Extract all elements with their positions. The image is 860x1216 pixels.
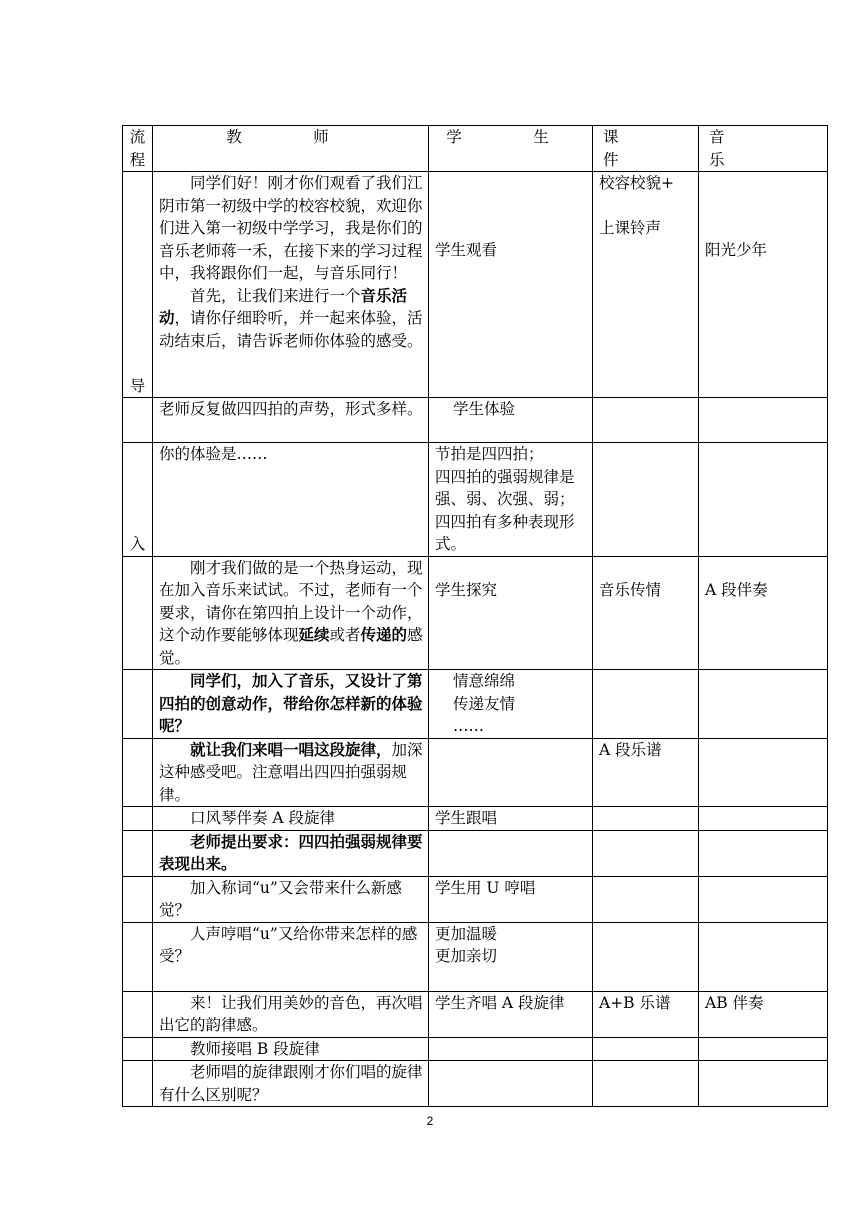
teacher-cell: 老师提出要求：四四拍强弱规律要表现出来。	[153, 830, 429, 876]
student-cell: 节拍是四四拍； 四四拍的强弱规律是强、弱、次强、弱； 四四拍有多种表现形式。	[429, 443, 593, 557]
student-cell: 学生观看	[429, 172, 593, 398]
table-row	[123, 830, 828, 876]
teacher-cell: 同学们好！刚才你们观看了我们江阴市第一初级中学的校容校貌，欢迎你们进入第一初级中学学习，我是你们的音乐老师蒋一禾，在接下来的学习过程中，我将跟你们一起，与音乐同行！ 首先，让我们来进行一个音乐活动，请你仔细聆听，并一起来体验，活动结束后，请告诉老师你体验的感受。	[153, 172, 429, 398]
courseware-cell: 音乐传情	[593, 556, 699, 670]
teacher-cell: 同学们，加入了音乐，又设计了第四拍的创意动作，带给你怎样新的体验呢？	[153, 670, 429, 739]
student-cell: 学生用 U 哼唱	[429, 876, 593, 922]
teacher-cell: 你的体验是……	[153, 443, 429, 557]
page-number: 2	[426, 1114, 434, 1128]
table-row	[123, 172, 828, 398]
teacher-cell: 老师反复做四四拍的声势，形式多样。	[153, 398, 429, 443]
table-row	[123, 1037, 828, 1061]
table-row	[123, 991, 828, 1037]
teacher-cell: 来！让我们用美妙的音色，再次唱出它的韵律感。	[153, 991, 429, 1037]
student-cell: 学生齐唱 A 段旋律	[429, 991, 593, 1037]
teacher-cell: 加入称词“u”又会带来什么新感觉？	[153, 876, 429, 922]
table-header-row	[123, 126, 828, 172]
student-cell: 学生探究	[429, 556, 593, 670]
table-row	[123, 876, 828, 922]
music-cell: 阳光少年	[699, 172, 828, 398]
student-cell: 学生体验	[429, 398, 593, 443]
table-row	[123, 556, 828, 670]
table-row	[123, 398, 828, 443]
header-student: 学 生	[429, 126, 593, 172]
student-cell: 学生跟唱	[429, 807, 593, 831]
flow-cell-dao: 导	[123, 172, 153, 398]
student-cell: 更加温暖 更加亲切	[429, 922, 593, 991]
teacher-cell: 刚才我们做的是一个热身运动，现在加入音乐来试试。不过，老师有一个要求，请你在第四拍上设计一个动作，这个动作要能够体现延续或者传递的感觉。	[153, 556, 429, 670]
courseware-cell: 校容校貌+ 上课铃声	[593, 172, 699, 398]
student-cell: 情意绵绵 传递友情 ……	[429, 670, 593, 739]
courseware-cell: A 段乐谱	[593, 738, 699, 807]
header-courseware: 课 件	[593, 126, 699, 172]
table-row	[123, 670, 828, 739]
teacher-cell: 口风琴伴奏 A 段旋律	[153, 807, 429, 831]
header-teacher: 教 师	[153, 126, 429, 172]
table-row	[123, 807, 828, 831]
teacher-cell: 教师接唱 B 段旋律	[153, 1037, 429, 1061]
music-cell: AB 伴奏	[699, 991, 828, 1037]
teacher-cell: 就让我们来唱一唱这段旋律，加深这种感受吧。注意唱出四四拍强弱规律。	[153, 738, 429, 807]
table-row	[123, 1061, 828, 1107]
lesson-plan-table	[122, 125, 828, 1107]
courseware-cell: A+B 乐谱	[593, 991, 699, 1037]
table-row	[123, 738, 828, 807]
teacher-cell: 人声哼唱“u”又给你带来怎样的感受？	[153, 922, 429, 991]
flow-cell-ru: 入	[123, 443, 153, 557]
table-row	[123, 443, 828, 557]
table-row	[123, 922, 828, 991]
header-music: 音 乐	[699, 126, 828, 172]
music-cell: A 段伴奏	[699, 556, 828, 670]
teacher-cell: 老师唱的旋律跟刚才你们唱的旋律有什么区别呢？	[153, 1061, 429, 1107]
header-flow: 流程	[123, 126, 153, 172]
